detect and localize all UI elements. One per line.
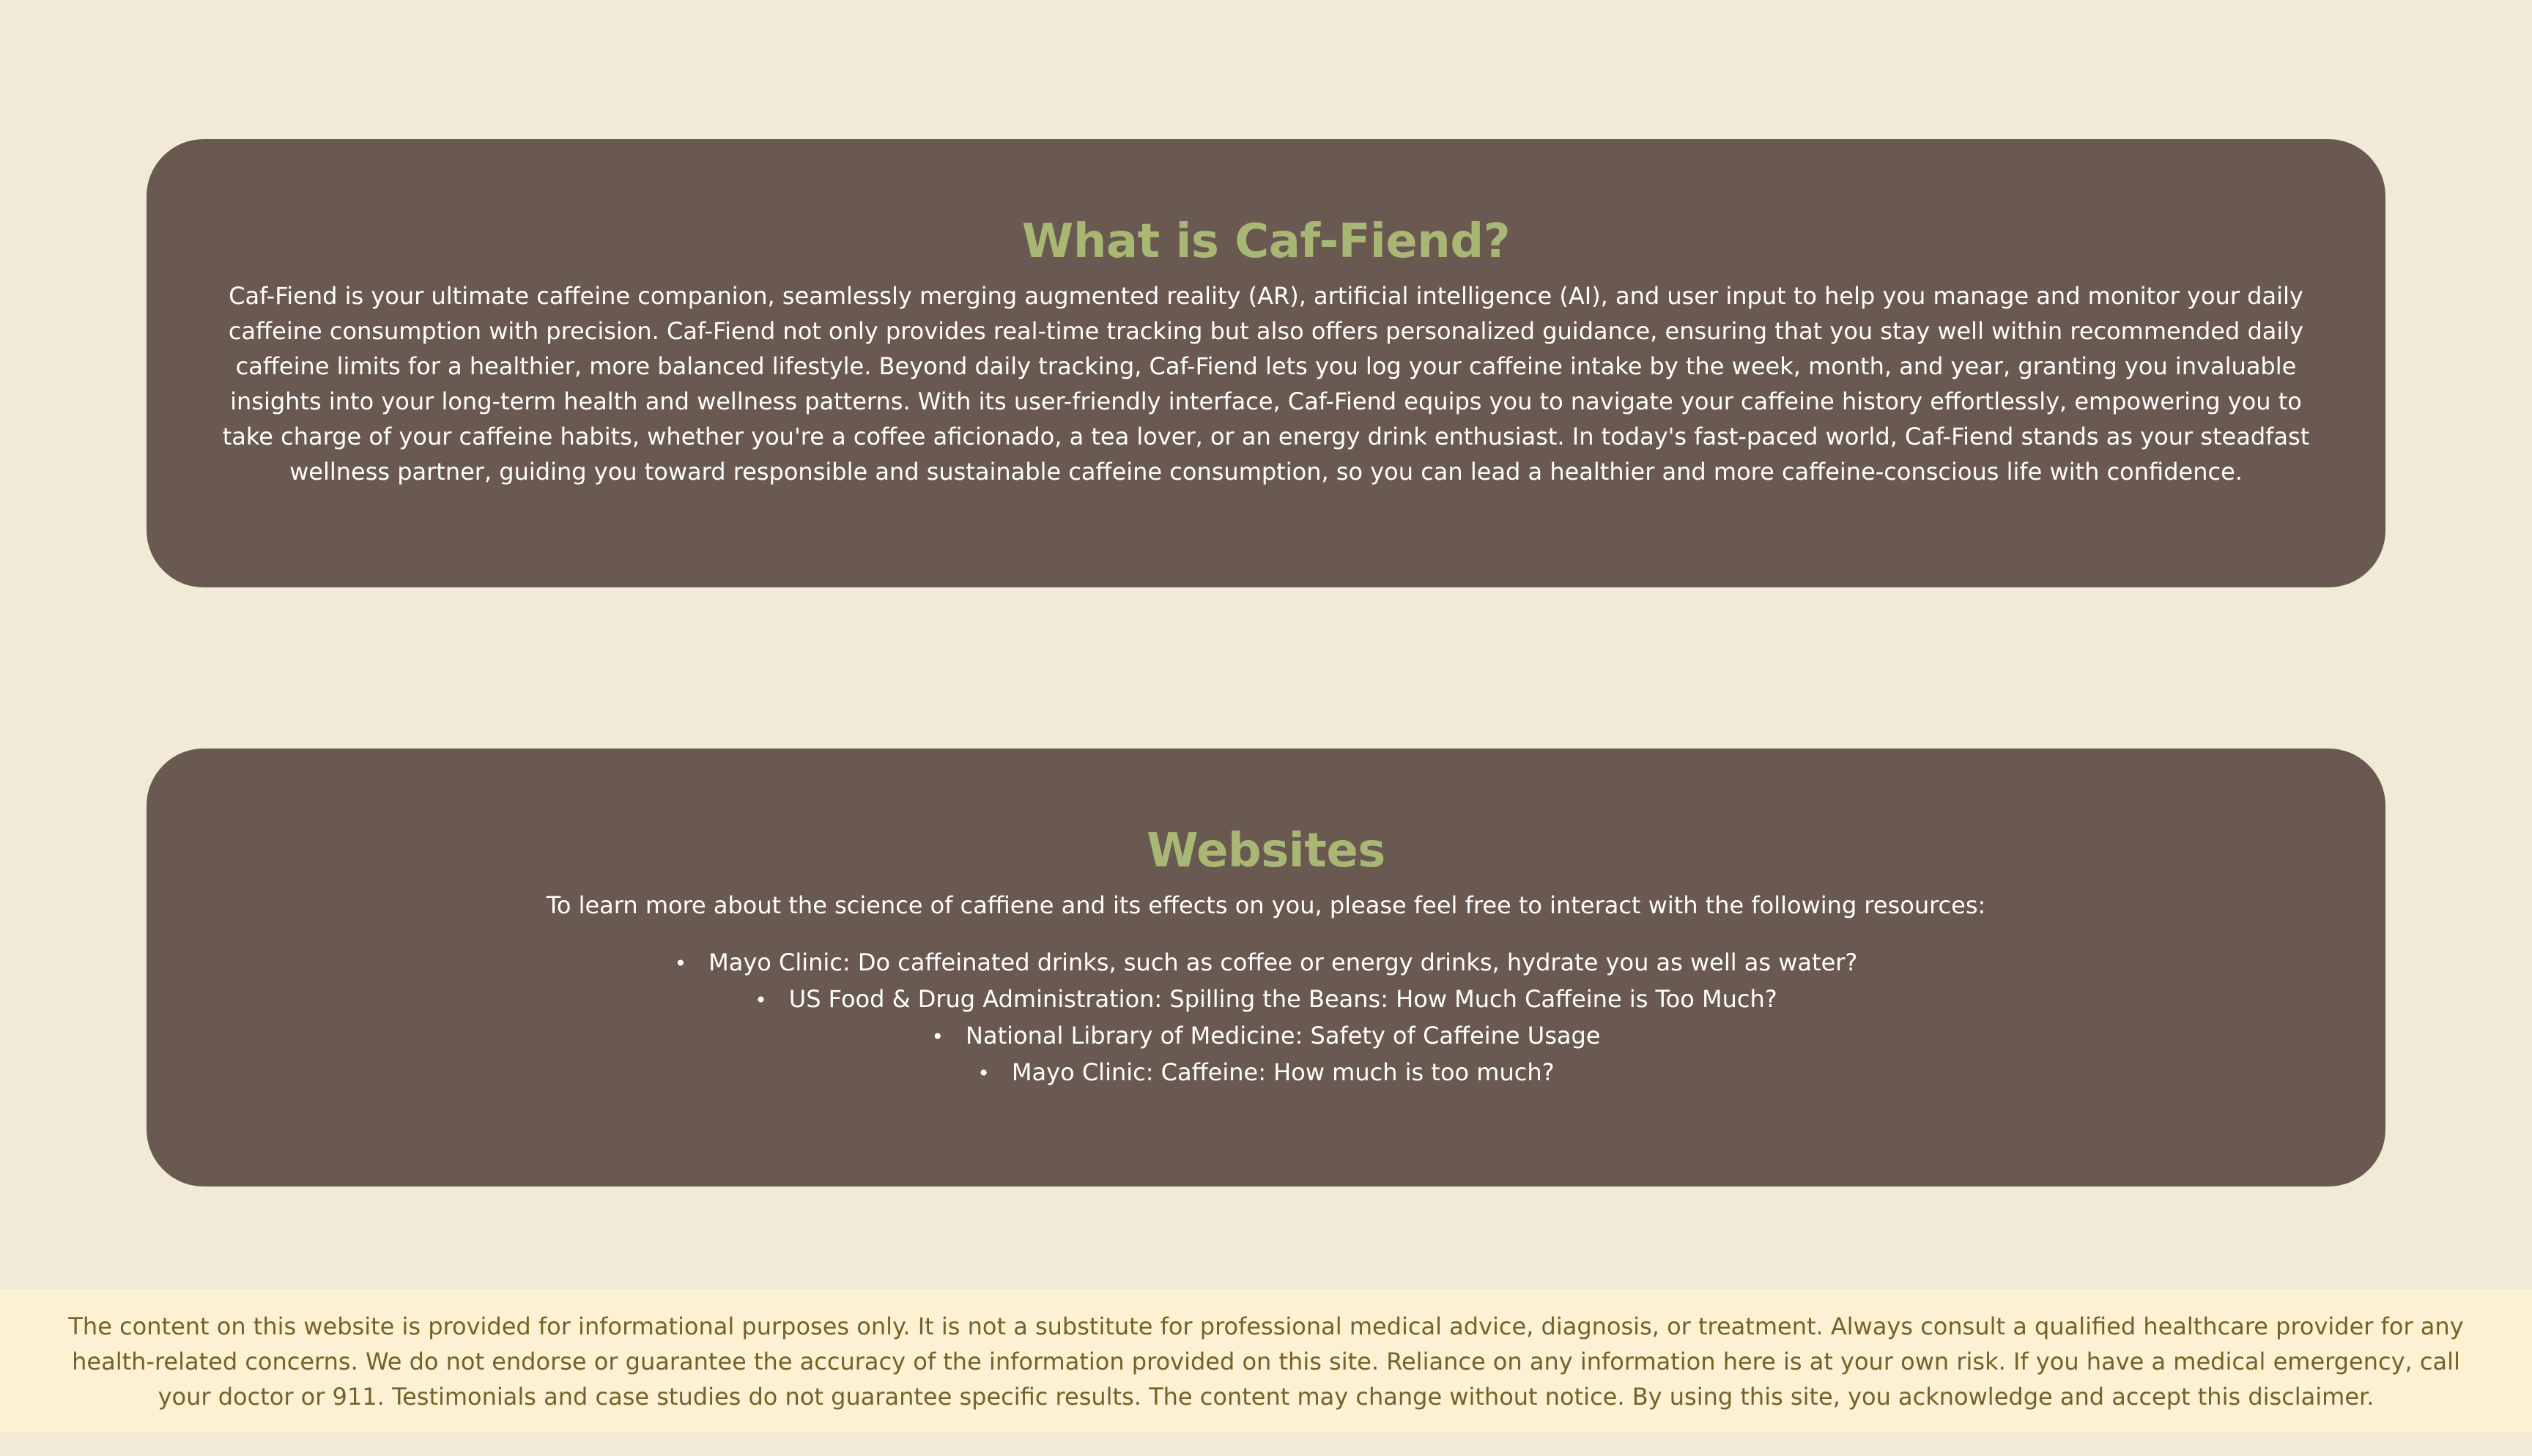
- resource-list-item: [211, 981, 2321, 1018]
- about-section: [147, 139, 2385, 587]
- resource-list: [211, 945, 2321, 1091]
- resource-link-mayo-how-much[interactable]: Mayo Clinic: Caffeine: How much is too much?: [1011, 1058, 1555, 1086]
- resource-link-fda-caffeine[interactable]: US Food & Drug Administration: Spilling the Beans: How Much Caffeine is Too Much?: [788, 985, 1777, 1013]
- disclaimer-text: The content on this website is provided for informational purposes only. It is not a substitute for professional medical advice, diagnosis, or treatment. Always consult a qualified healthcare provider for any health-related concerns. We do not endorse or guarantee the accuracy of the information provided on this site. Reliance on any information here is at your own risk. If you have a medical emergency, call your doctor or 911. Testimonials and case studies do not guarantee specific results. The content may change without notice. By using this site, you acknowledge and accept this disclaimer.: [68, 1312, 2464, 1411]
- resource-list-item: [211, 1018, 2321, 1055]
- about-description: Caf-Fiend is your ultimate caffeine companion, seamlessly merging augmented reality (AR), artificial intelligence (AI), and user input to help you manage and monitor your daily caffeine consumption with precision. Caf-Fiend not only provides real-time tracking but also offers personalized guidance, ensuring that you stay well within recommended daily caffeine limits for a healthier, more balanced lifestyle. Beyond daily tracking, Caf-Fiend lets you log your caffeine intake by the week, month, and year, granting you invaluable insights into your long-term health and wellness patterns. With its user-friendly interface, Caf-Fiend equips you to navigate your caffeine history effortlessly, empowering you to take charge of your caffeine habits, whether you're a coffee aficionado, a tea lover, or an energy drink enthusiast. In today's fast-paced world, Caf-Fiend stands as your steadfast wellness partner, guiding you toward responsible and sustainable caffeine consumption, so you can lead a healthier and more caffeine-conscious life with confidence.: [222, 282, 2310, 486]
- about-title: What is Caf-Fiend?: [1021, 215, 1511, 269]
- bullet-icon: •: [977, 1061, 990, 1085]
- websites-title: Websites: [1147, 824, 1385, 878]
- resource-link-mayo-hydration[interactable]: Mayo Clinic: Do caffeinated drinks, such as coffee or energy drinks, hydrate you as well as water?: [708, 948, 1858, 976]
- bullet-icon: •: [931, 1025, 944, 1049]
- websites-section: [147, 749, 2385, 1186]
- websites-intro: To learn more about the science of caffiene and its effects on you, please feel free to interact with the following resources:: [546, 891, 1986, 919]
- resource-list-item: [211, 945, 2321, 981]
- bullet-icon: •: [755, 988, 767, 1012]
- bullet-icon: •: [674, 951, 687, 976]
- resource-list-item: [211, 1055, 2321, 1091]
- disclaimer-footer: [0, 1289, 2532, 1433]
- resource-link-nlm-safety[interactable]: National Library of Medicine: Safety of Caffeine Usage: [966, 1022, 1601, 1050]
